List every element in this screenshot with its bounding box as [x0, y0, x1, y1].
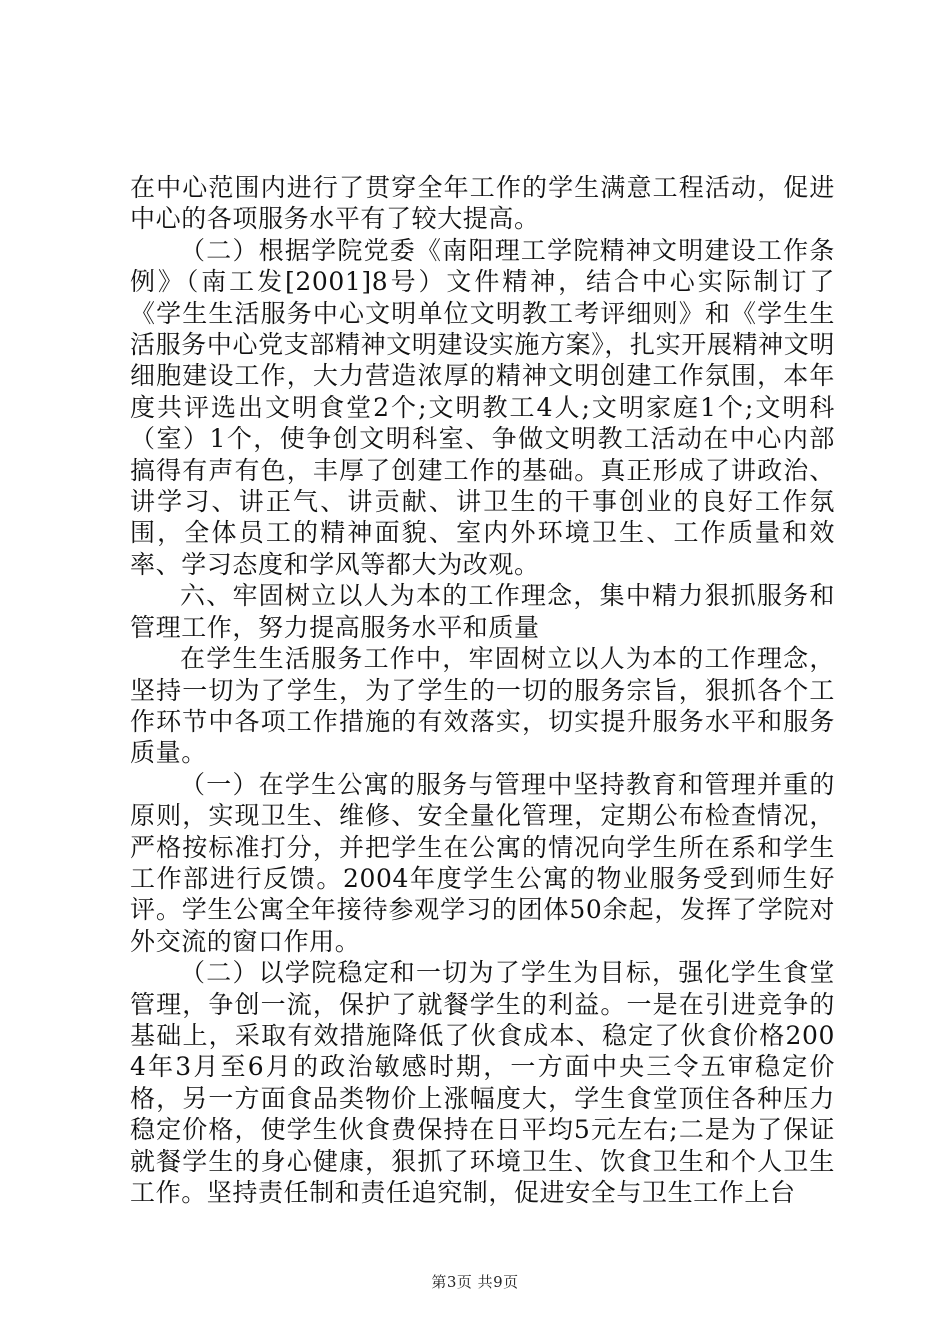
paragraph-spiritual-civilization: （二）根据学院党委《南阳理工学院精神文明建设工作条例》（南工发[2001]8号）文件精神，结合中心实际制订了《学生生活服务中心文明单位文明教工考评细则》和《学生生活服务中心党支部精神文明建设实施方案》，扎实开展精神文明细胞建设工作，大力营造浓厚的精神文明创建工作氛围，本年度共评选出文明食堂2个;文明教工4人;文明家庭1个;文明科（室）1个，使争创文明科室、争做文明教工活动在中心内部搞得有声有色，丰厚了创建工作的基础。真正形成了讲政治、讲学习、讲正气、讲贡献、讲卫生的干事创业的良好工作氛围，全体员工的精神面貌、室内外环境卫生、工作质量和效率、学习态度和学风等都大为改观。: [130, 235, 835, 579]
page-number-footer: 第3页 共9页: [431, 1273, 519, 1291]
paragraph-apartment-management: （一）在学生公寓的服务与管理中坚持教育和管理并重的原则，实现卫生、维修、安全量化管理，定期公布检查情况，严格按标准打分，并把学生在公寓的情况向学生所在系和学生工作部进行反馈。2004年度学生公寓的物业服务受到师生好评。学生公寓全年接待参观学习的团体50余起，发挥了学院对外交流的窗口作用。: [130, 769, 835, 956]
section-heading-six: 六、牢固树立以人为本的工作理念，集中精力狠抓服务和管理工作，努力提高服务水平和质量: [130, 581, 835, 642]
paragraph-service-philosophy: 在学生生活服务工作中，牢固树立以人为本的工作理念，坚持一切为了学生，为了学生的一切的服务宗旨，狠抓各个工作环节中各项工作措施的有效落实，切实提升服务水平和服务质量。: [130, 644, 835, 768]
paragraph-canteen-management: （二）以学院稳定和一切为了学生为目标，强化学生食堂管理，争创一流，保护了就餐学生的利益。一是在引进竞争的基础上，采取有效措施降低了伙食成本、稳定了伙食价格2004年3月至6月的政治敏感时期，一方面中央三令五审稳定价格，另一方面食品类物价上涨幅度大，学生食堂顶住各种压力稳定价格，使学生伙食费保持在日平均5元左右;二是为了保证就餐学生的身心健康，狠抓了环境卫生、饮食卫生和个人卫生工作。坚持责任制和责任追究制，促进安全与卫生工作上台: [130, 958, 835, 1207]
document-body: [130, 172, 835, 1208]
paragraph-continuation: 在中心范围内进行了贯穿全年工作的学生满意工程活动，促进中心的各项服务水平有了较大提高。: [130, 173, 835, 234]
